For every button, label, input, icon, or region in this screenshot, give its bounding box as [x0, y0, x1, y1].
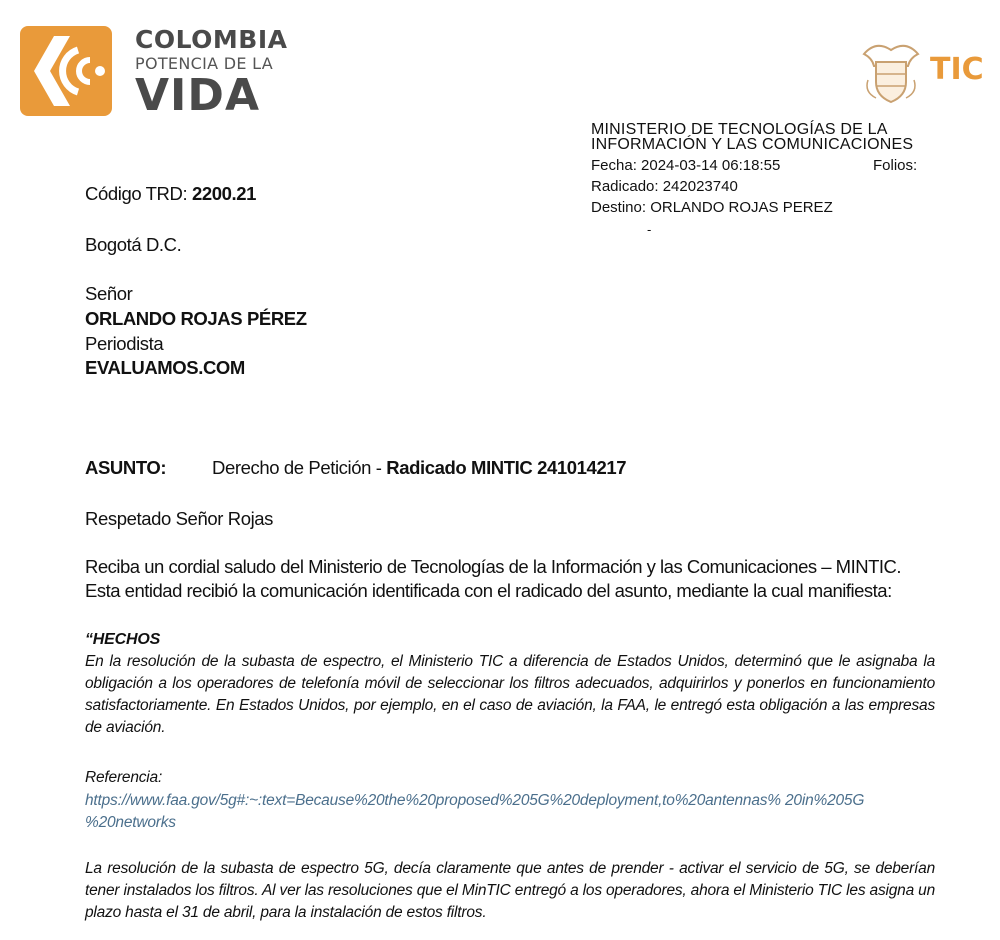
hechos-paragraph-2: La resolución de la subasta de espectro 5G, decía claramente que antes de prender - activar el servicio de 5G, se deberían tener instalados los filtros. Al ver las resoluciones que el MinTIC entregó a los operadores, ahora el Ministerio TIC les asigna un plazo hasta el 31 de abril, para la instalación de estos filtros.: [85, 860, 935, 921]
coat-of-arms-icon: [858, 36, 924, 106]
logo-line-potencia: POTENCIA DE LA: [135, 54, 273, 73]
city-line: Bogotá D.C.: [85, 234, 182, 255]
tic-label: TIC: [930, 52, 984, 87]
greeting: Respetado Señor Rojas: [85, 508, 274, 529]
stamp-radicado: Radicado: 242023740: [591, 178, 738, 195]
referencia-label: Referencia:: [85, 769, 163, 786]
logo-line-colombia: COLOMBIA: [135, 25, 288, 54]
referencia-link[interactable]: https://www.faa.gov/5g#:~:text=Because%20the%20proposed%205G%20deployment,to%20antennas% 20in%205G: [85, 792, 865, 809]
stamp-line-1: MINISTERIO DE TECNOLOGÍAS DE LA: [591, 121, 888, 138]
recipient-role: Periodista: [85, 333, 164, 354]
stamp-dash: -: [647, 222, 652, 237]
codigo-trd-label: Código TRD:: [85, 183, 188, 204]
asunto-radicado: Radicado MINTIC 241014217: [386, 457, 627, 478]
intro-paragraph: Reciba un cordial saludo del Ministerio de Tecnologías de la Información y las Comunicaciones – MINTIC. Esta entidad recibió la comunicación identificada con el radicado del asunto, mediante la cual manifiesta:: [85, 556, 902, 601]
asunto-value: [212, 457, 626, 479]
salutation-title: Señor: [85, 283, 133, 304]
asunto-label: ASUNTO:: [85, 457, 167, 478]
stamp-destino: Destino: ORLANDO ROJAS PEREZ: [591, 199, 833, 216]
codigo-trd-value: 2200.21: [191, 183, 257, 204]
hechos-paragraph-1: En la resolución de la subasta de espectro, el Ministerio TIC a diferencia de Estados Unidos, determinó que le asignaba la obligación a los operadores de telefonía móvil de seleccionar los filtros adecuados, adquirirlos y ponerlos en funcionamiento satisfactoriamente. En Estados Unidos, por ejemplo, en el caso de aviación, la FAA, le entregó esta obligación a las empresas de aviación.: [85, 653, 935, 736]
stamp-folios: Folios:: [873, 157, 918, 174]
hechos-title: “HECHOS: [85, 631, 161, 648]
codigo-trd: [85, 183, 256, 205]
recipient-name: ORLANDO ROJAS PÉREZ: [85, 308, 307, 329]
recipient-org: EVALUAMOS.COM: [85, 357, 245, 378]
colombia-potencia-de-la-vida-logo: [20, 25, 288, 121]
colombia-wave-logo-icon: [20, 26, 112, 116]
referencia-link-continued[interactable]: %20networks: [85, 814, 176, 831]
stamp-fecha: Fecha: 2024-03-14 06:18:55: [591, 157, 781, 174]
mintic-logo: [858, 36, 988, 108]
logo-line-vida: VIDA: [135, 70, 260, 121]
asunto-text: Derecho de Petición -: [212, 457, 387, 478]
stamp-line-2: INFORMACIÓN Y LAS COMUNICACIONES: [591, 136, 914, 153]
radication-stamp: [591, 121, 971, 237]
